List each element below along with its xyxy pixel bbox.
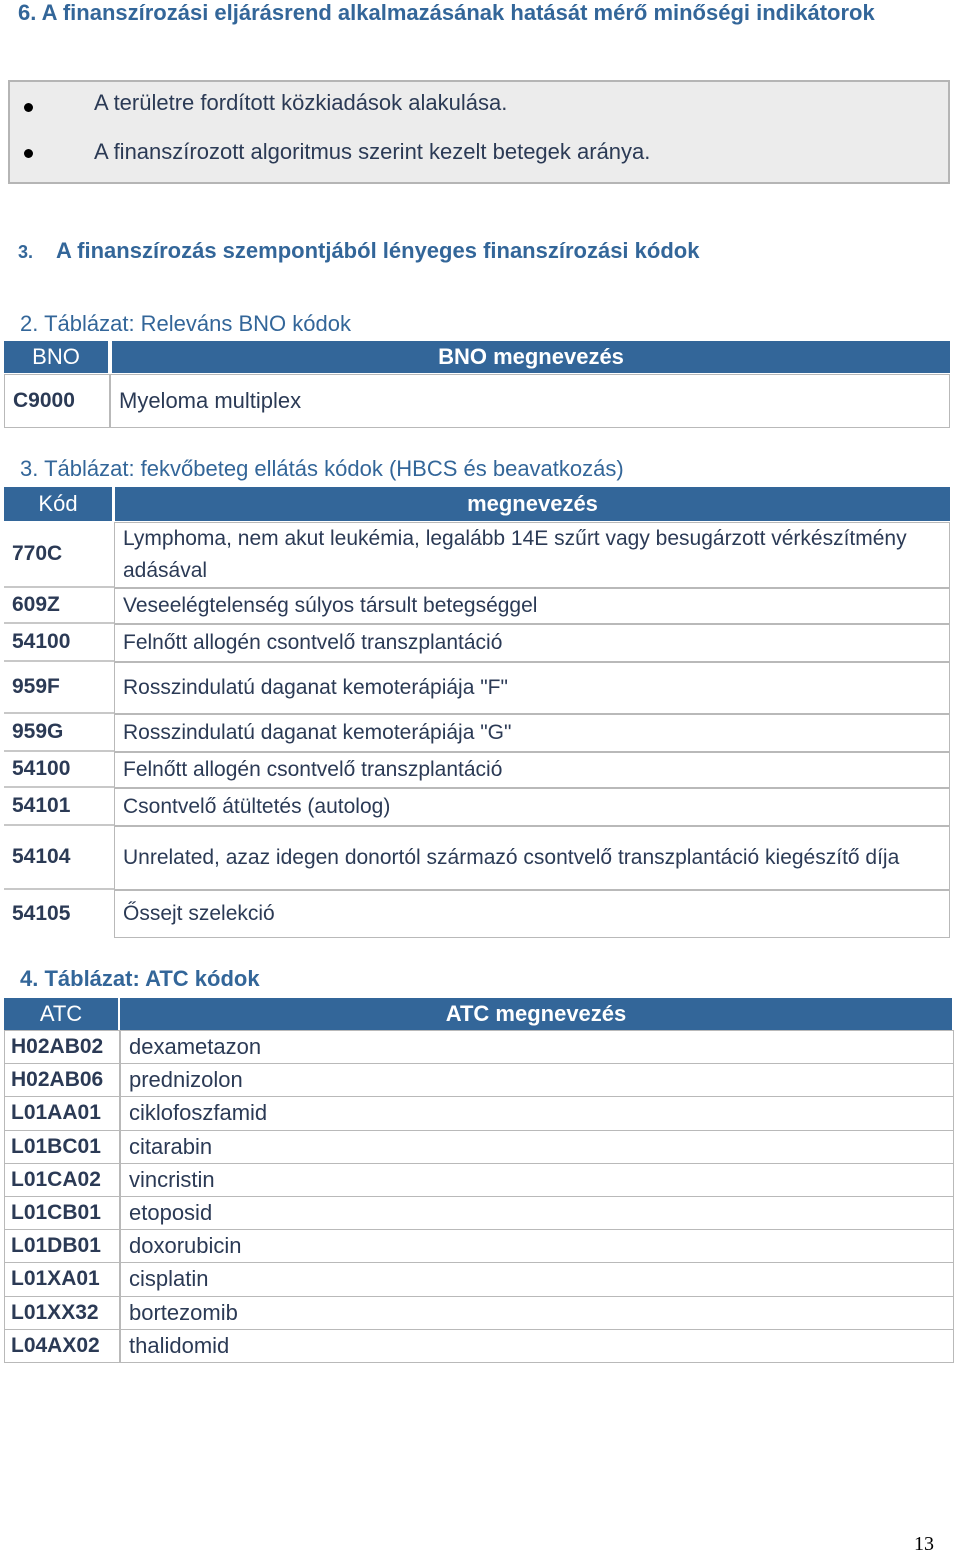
indicator-item [24, 138, 33, 168]
table-row-name: Őssejt szelekció [114, 890, 950, 938]
table-row-code: L01XA01 [4, 1262, 120, 1296]
table-row-name: Csontvelő átültetés (autolog) [114, 788, 950, 826]
table-row-name: cisplatin [120, 1262, 954, 1296]
section-6-heading: 6. A finanszírozási eljárásrend alkalmazásának hatását mérő minőségi indikátorok [18, 0, 875, 25]
table-row-code: H02AB06 [4, 1063, 120, 1097]
indicator-box [8, 80, 950, 184]
table-row-name: Rosszindulatú daganat kemoterápiája "G" [114, 714, 950, 752]
indicator-text: A finanszírozott algoritmus szerint kezelt betegek aránya. [94, 139, 651, 164]
table-row-name: Rosszindulatú daganat kemoterápiája "F" [114, 662, 950, 714]
table-row-code: 959F [4, 662, 114, 714]
table-row-code: L04AX02 [4, 1329, 120, 1363]
bullet-icon [24, 149, 33, 158]
table-row-code: C9000 [4, 374, 110, 428]
table-row-code: L01CB01 [4, 1196, 120, 1230]
table-3-header-name: megnevezés [115, 487, 950, 521]
table-4-header-code: ATC [4, 998, 118, 1030]
table-row-code: L01CA02 [4, 1163, 120, 1197]
table-row-name: ciklofoszfamid [120, 1096, 954, 1130]
table-row-name: Unrelated, azaz idegen donortól származó csontvelő transzplantáció kiegészítő díja [114, 826, 950, 890]
table-row-name: Felnőtt allogén csontvelő transzplantáció [114, 752, 950, 788]
table-row-code: 54104 [4, 826, 114, 890]
table-row-name: vincristin [120, 1163, 954, 1197]
table-row-name: doxorubicin [120, 1229, 954, 1263]
table-2-header-code: BNO [4, 341, 108, 373]
table-row-name: Myeloma multiplex [110, 374, 950, 428]
table-row-name: citarabin [120, 1130, 954, 1164]
table-row-code: 770C [4, 522, 114, 588]
table-row-name: Lymphoma, nem akut leukémia, legalább 14E szűrt vagy besugárzott vérkészítmény adásával [114, 522, 950, 588]
table-row-code: 959G [4, 714, 114, 752]
table-row-code: L01BC01 [4, 1130, 120, 1164]
table-row-name: dexametazon [120, 1030, 954, 1064]
table-row-name: thalidomid [120, 1329, 954, 1363]
section-3-number: 3. [18, 242, 34, 262]
table-4-header-name: ATC megnevezés [120, 998, 952, 1030]
table-row-code: 609Z [4, 588, 114, 624]
table-row-code: 54100 [4, 752, 114, 788]
table-row-name: prednizolon [120, 1063, 954, 1097]
table-row-code: L01XX32 [4, 1296, 120, 1330]
table-4-caption: 4. Táblázat: ATC kódok [20, 966, 260, 991]
page-number: 13 [914, 1533, 934, 1555]
table-row-name: Felnőtt allogén csontvelő transzplantáció [114, 624, 950, 662]
indicator-text: A területre fordított közkiadások alakulása. [94, 90, 508, 115]
table-row-code: L01DB01 [4, 1229, 120, 1263]
table-row-name: bortezomib [120, 1296, 954, 1330]
table-3-caption: 3. Táblázat: fekvőbeteg ellátás kódok (HBCS és beavatkozás) [20, 456, 624, 481]
table-3-header-code: Kód [4, 487, 112, 521]
table-row-code: 54101 [4, 788, 114, 826]
table-row-name: Veseelégtelenség súlyos társult betegséggel [114, 588, 950, 624]
table-2-caption: 2. Táblázat: Releváns BNO kódok [20, 311, 351, 336]
indicator-item [24, 92, 33, 122]
table-row-code: 54100 [4, 624, 114, 662]
section-3-title: A finanszírozás szempontjából lényeges finanszírozási kódok [56, 238, 700, 263]
table-row-code: H02AB02 [4, 1030, 120, 1064]
table-row-name: etoposid [120, 1196, 954, 1230]
table-2-header-name: BNO megnevezés [112, 341, 950, 373]
bullet-icon [24, 103, 33, 112]
table-row-code: 54105 [12, 902, 71, 925]
table-row-code: L01AA01 [4, 1096, 120, 1130]
